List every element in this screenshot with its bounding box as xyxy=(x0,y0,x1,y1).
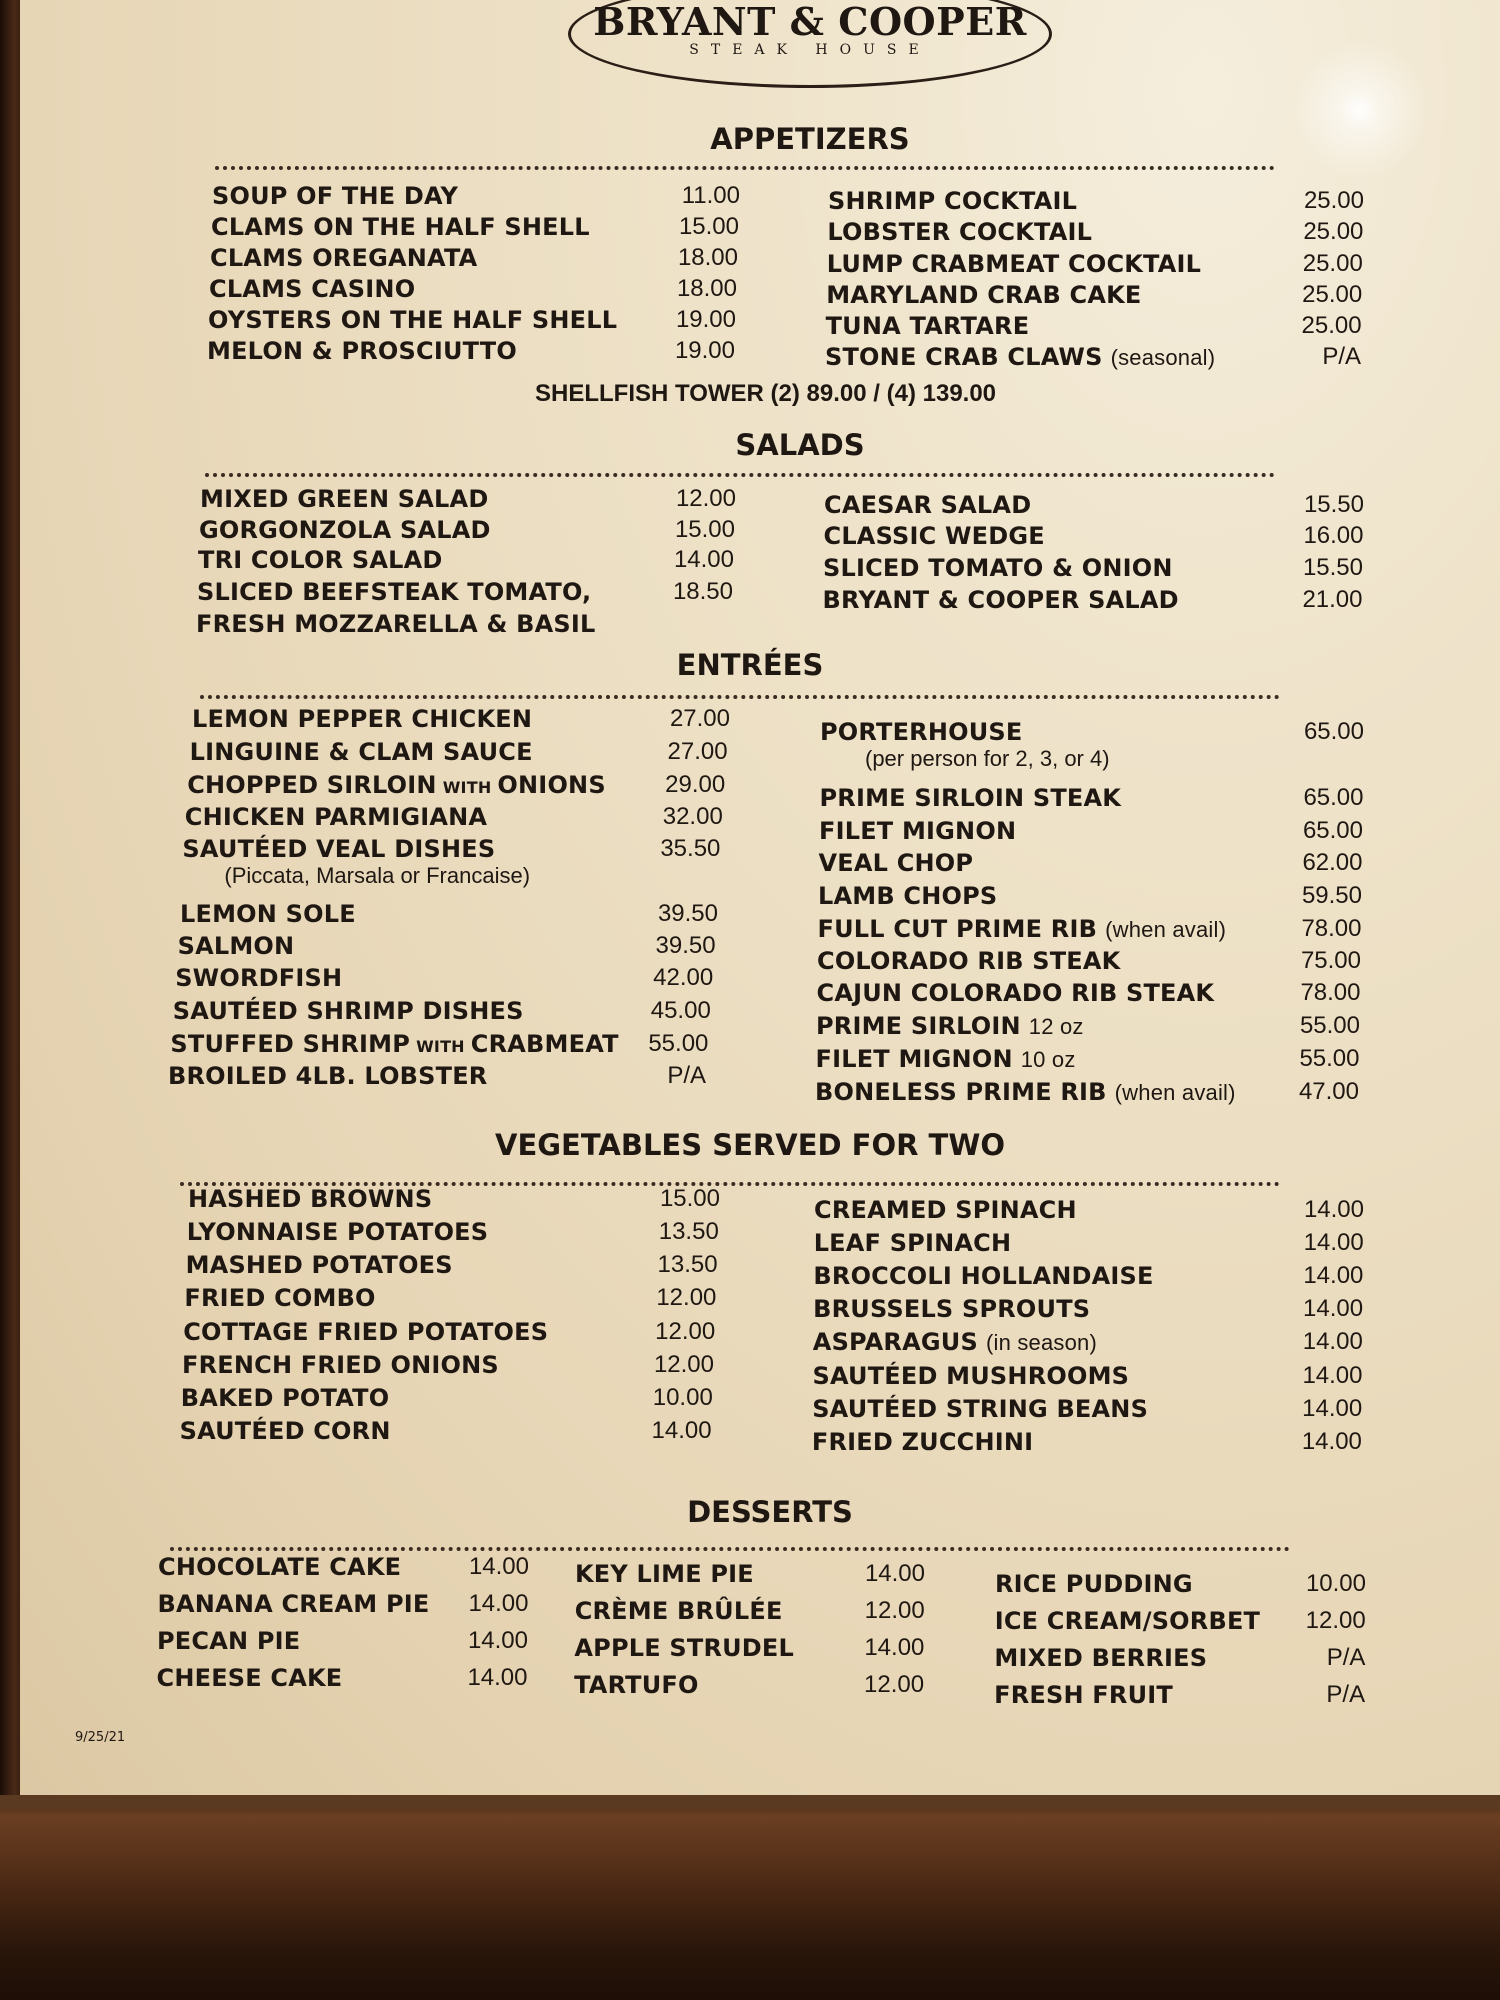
item-price: 11.00 xyxy=(681,182,740,209)
item-price: 13.50 xyxy=(657,1251,718,1278)
item-price: 14.00 xyxy=(1303,1262,1364,1289)
item-name-text: MIXED BERRIES xyxy=(994,1644,1208,1672)
item-name xyxy=(819,849,974,877)
item-name xyxy=(820,718,1023,746)
item-price: 78.00 xyxy=(1300,979,1361,1006)
item-name-text: SALMON xyxy=(177,932,295,960)
divider-desserts xyxy=(170,1547,1290,1551)
section-title-salads: SALADS xyxy=(735,428,865,462)
item-name xyxy=(813,1262,1153,1290)
item-price: 55.00 xyxy=(1299,1012,1360,1039)
item-price: 10.00 xyxy=(652,1384,713,1411)
item-name-text: SLICED BEEFSTEAK TOMATO, xyxy=(197,578,592,606)
item-name xyxy=(182,1351,499,1379)
divider-salads xyxy=(205,473,1275,477)
item-name xyxy=(188,1185,432,1213)
divider-appetizers xyxy=(215,166,1275,170)
item-name-text: FRESH FRUIT xyxy=(994,1681,1173,1709)
item-name-text: PECAN PIE xyxy=(157,1627,301,1655)
item-name xyxy=(812,1428,1033,1456)
item-name xyxy=(825,343,1215,371)
item-price: 14.00 xyxy=(467,1627,528,1654)
item-price: 39.50 xyxy=(655,932,716,959)
item-name xyxy=(826,312,1030,340)
item-name xyxy=(180,900,356,928)
item-name xyxy=(184,1284,375,1312)
item-name xyxy=(995,1607,1260,1635)
shellfish-tower: SHELLFISH TOWER (2) 89.00 / (4) 139.00 xyxy=(535,380,997,407)
item-price: 14.00 xyxy=(468,1553,529,1580)
item-name-text: PRIME SIRLOIN STEAK xyxy=(819,784,1122,812)
date-stamp: 9/25/21 xyxy=(75,1730,126,1745)
item-name xyxy=(813,1295,1090,1323)
item-name-text: BROCCOLI HOLLANDAISE xyxy=(813,1262,1154,1290)
item-name xyxy=(182,835,495,863)
item-name-text: FRIED COMBO xyxy=(184,1284,376,1312)
item-name xyxy=(823,554,1173,582)
item-price: 12.00 xyxy=(864,1597,925,1624)
item-price: 15.00 xyxy=(674,516,735,543)
item-name xyxy=(816,1012,1084,1040)
item-subnote: (Piccata, Marsala or Francaise) xyxy=(224,863,531,888)
logo-name: BRYANT & COOPER xyxy=(593,0,1027,44)
item-price: 19.00 xyxy=(675,306,736,333)
item-name xyxy=(995,1570,1193,1598)
item-name-text: BROILED 4LB. LOBSTER xyxy=(168,1062,488,1090)
item-name xyxy=(994,1644,1207,1672)
item-name xyxy=(186,1251,453,1279)
item-name xyxy=(192,705,532,733)
item-name-text: KEY LIME PIE xyxy=(575,1560,754,1588)
item-name-text: SLICED TOMATO & ONION xyxy=(823,554,1173,582)
item-price: 13.50 xyxy=(658,1218,719,1245)
item-name xyxy=(181,1384,390,1412)
item-name xyxy=(196,610,596,638)
item-name xyxy=(575,1560,754,1588)
logo-subtitle: STEAK HOUSE xyxy=(689,42,931,58)
section-title-appetizers: APPETIZERS xyxy=(710,122,910,156)
item-name-text: COTTAGE FRIED POTATOES xyxy=(183,1318,549,1346)
restaurant-logo xyxy=(568,0,1052,88)
item-price: P/A xyxy=(1326,1644,1366,1671)
item-name-text: CHEESE CAKE xyxy=(156,1664,343,1692)
item-name-text: CAJUN COLORADO RIB STEAK xyxy=(816,979,1215,1007)
item-price: 14.00 xyxy=(673,546,734,573)
item-name-text: MIXED GREEN SALAD xyxy=(200,485,489,513)
item-price: 39.50 xyxy=(657,900,718,927)
item-price: 18.00 xyxy=(677,244,738,271)
item-price: 14.00 xyxy=(651,1417,712,1444)
item-price: 25.00 xyxy=(1301,312,1362,339)
item-name-text: CAESAR SALAD xyxy=(824,491,1032,519)
item-name-text: VEAL CHOP xyxy=(818,849,974,877)
item-name xyxy=(812,1395,1148,1423)
item-price: 19.00 xyxy=(674,337,735,364)
item-note: (seasonal) xyxy=(1110,345,1216,370)
item-subnote: (per person for 2, 3, or 4) xyxy=(865,746,1110,771)
item-price: 15.00 xyxy=(678,213,739,240)
item-name-text: SAUTÉED SHRIMP DISHES xyxy=(172,997,524,1025)
item-price: 15.00 xyxy=(659,1185,720,1212)
item-price: 16.00 xyxy=(1303,522,1364,549)
item-name-text: SAUTÉED CORN xyxy=(179,1417,391,1445)
item-price: 25.00 xyxy=(1302,250,1363,277)
item-name xyxy=(198,546,442,574)
item-name xyxy=(180,1417,391,1445)
item-name-text: FILET MIGNON xyxy=(819,817,1017,845)
item-note: (when avail) xyxy=(1114,1080,1236,1105)
item-name-text: TUNA TARTARE xyxy=(825,312,1030,340)
item-name xyxy=(178,932,295,960)
menu-frame-bottom xyxy=(0,1795,1500,2000)
item-name-part: CHOPPED SIRLOIN xyxy=(187,771,437,799)
item-name-connector: WITH xyxy=(416,1037,465,1056)
item-price: 12.00 xyxy=(864,1671,925,1698)
item-name-text: SHRIMP COCKTAIL xyxy=(828,187,1078,215)
item-name-text: BONELESS PRIME RIB xyxy=(815,1078,1107,1106)
item-name xyxy=(818,882,997,910)
item-name xyxy=(157,1664,343,1692)
item-price: 14.00 xyxy=(864,1634,925,1661)
divider-entrees xyxy=(200,695,1280,699)
item-note: 12 oz xyxy=(1028,1014,1084,1039)
item-name-text: BRUSSELS SPROUTS xyxy=(813,1295,1091,1323)
item-price: 55.00 xyxy=(1299,1045,1360,1072)
item-name xyxy=(187,1218,488,1246)
item-price: P/A xyxy=(1326,1681,1366,1708)
item-name-text: SOUP OF THE DAY xyxy=(212,182,459,210)
section-title-entrees: ENTRÉES xyxy=(676,648,824,682)
item-name xyxy=(211,213,590,241)
item-name xyxy=(185,803,487,831)
item-price: 12.00 xyxy=(653,1351,714,1378)
item-price: 25.00 xyxy=(1303,218,1364,245)
item-name xyxy=(210,244,477,272)
item-price: 32.00 xyxy=(662,803,723,830)
item-name-text: BANANA CREAM PIE xyxy=(157,1590,430,1618)
item-price: 18.50 xyxy=(672,578,733,605)
item-name-text: SAUTÉED VEAL DISHES xyxy=(182,835,496,863)
item-name xyxy=(574,1671,699,1699)
item-name xyxy=(818,915,1227,943)
item-price: 21.00 xyxy=(1302,586,1363,613)
item-price: 78.00 xyxy=(1301,915,1362,942)
item-name-text: MARYLAND CRAB CAKE xyxy=(826,281,1142,309)
item-price: 45.00 xyxy=(650,997,711,1024)
item-name xyxy=(158,1590,430,1618)
item-name xyxy=(197,578,591,606)
item-name-part: ONIONS xyxy=(497,771,606,799)
item-name-text: OYSTERS ON THE HALF SHELL xyxy=(208,306,618,334)
item-price: 14.00 xyxy=(1302,1395,1363,1422)
item-price: 18.00 xyxy=(676,275,737,302)
item-price: 25.00 xyxy=(1302,281,1363,308)
item-price: 59.50 xyxy=(1301,882,1362,909)
item-name-text: COLORADO RIB STEAK xyxy=(817,947,1121,975)
item-name xyxy=(823,586,1179,614)
item-name xyxy=(817,979,1215,1007)
item-name xyxy=(207,337,517,365)
item-name-text: PORTERHOUSE xyxy=(820,718,1023,746)
item-name-text: ICE CREAM/SORBET xyxy=(994,1607,1261,1635)
item-name xyxy=(817,947,1120,975)
item-name xyxy=(827,218,1092,246)
item-price: 14.00 xyxy=(1303,1229,1364,1256)
item-name-text: APPLE STRUDEL xyxy=(574,1634,795,1662)
item-price: 27.00 xyxy=(669,705,730,732)
item-name xyxy=(209,275,415,303)
item-note: (in season) xyxy=(985,1330,1097,1355)
item-name-text: CLAMS CASINO xyxy=(209,275,416,303)
item-name-text: GORGONZOLA SALAD xyxy=(199,516,491,544)
item-name xyxy=(826,281,1141,309)
item-name-text: LEAF SPINACH xyxy=(813,1229,1012,1257)
item-name xyxy=(815,1078,1236,1106)
item-name-connector: WITH xyxy=(442,778,492,797)
item-name xyxy=(824,491,1031,519)
item-name xyxy=(827,250,1201,278)
item-name-text: CLAMS ON THE HALF SHELL xyxy=(211,213,590,241)
item-price: 62.00 xyxy=(1302,849,1363,876)
item-name-text: HASHED BROWNS xyxy=(188,1185,433,1213)
menu-paper xyxy=(20,0,1500,1795)
item-name xyxy=(574,1634,794,1662)
item-name xyxy=(187,771,606,799)
item-price: 14.00 xyxy=(1302,1328,1363,1355)
item-name-text: TARTUFO xyxy=(574,1671,699,1699)
item-name xyxy=(173,997,524,1025)
item-name-text: LEMON SOLE xyxy=(180,900,356,928)
item-price: 55.00 xyxy=(648,1030,709,1057)
item-price: 65.00 xyxy=(1303,718,1364,745)
item-name-text: BRYANT & COOPER SALAD xyxy=(822,586,1179,614)
item-price: 75.00 xyxy=(1300,947,1361,974)
item-name-text: SWORDFISH xyxy=(175,964,343,992)
item-price: 65.00 xyxy=(1302,817,1363,844)
item-note: (when avail) xyxy=(1105,917,1227,942)
item-name-text: LYONNAISE POTATOES xyxy=(186,1218,489,1246)
item-name xyxy=(824,522,1045,550)
item-name-text: FRIED ZUCCHINI xyxy=(811,1428,1034,1456)
item-price: 25.00 xyxy=(1303,187,1364,214)
item-name-text: FILET MIGNON xyxy=(815,1045,1013,1073)
item-name-text: CLASSIC WEDGE xyxy=(823,522,1045,550)
item-name-text: SAUTÉED STRING BEANS xyxy=(812,1395,1149,1423)
item-name xyxy=(816,1045,1076,1073)
item-price: 14.00 xyxy=(864,1560,925,1587)
item-price: 15.50 xyxy=(1302,554,1363,581)
item-name xyxy=(813,1328,1097,1356)
item-name xyxy=(994,1681,1173,1709)
item-name-text: FRESH MOZZARELLA & BASIL xyxy=(196,610,596,638)
item-price: 12.00 xyxy=(656,1284,717,1311)
item-name xyxy=(157,1627,300,1655)
item-price: 14.00 xyxy=(1301,1428,1362,1455)
item-name-text: LINGUINE & CLAM SAUCE xyxy=(189,738,533,766)
light-glare xyxy=(1290,40,1430,180)
item-name-text: CLAMS OREGANATA xyxy=(210,244,478,272)
item-price: 15.50 xyxy=(1303,491,1364,518)
item-price: 14.00 xyxy=(1303,1295,1364,1322)
item-price: 12.00 xyxy=(1305,1607,1366,1634)
item-price: 14.00 xyxy=(467,1664,528,1691)
item-price: 42.00 xyxy=(653,964,714,991)
item-name xyxy=(813,1362,1130,1390)
item-name xyxy=(212,182,458,210)
item-name-text: MASHED POTATOES xyxy=(185,1251,453,1279)
item-name xyxy=(170,1030,618,1058)
item-price: 65.00 xyxy=(1303,784,1364,811)
item-name-text: RICE PUDDING xyxy=(995,1570,1193,1598)
item-price: 14.00 xyxy=(1303,1196,1364,1223)
item-name-text: STONE CRAB CLAWS xyxy=(825,343,1103,371)
item-price: 12.00 xyxy=(655,1318,716,1345)
item-name-text: ASPARAGUS xyxy=(812,1328,978,1356)
item-name xyxy=(575,1597,783,1625)
item-price: 47.00 xyxy=(1298,1078,1359,1105)
item-name-text: CREAMED SPINACH xyxy=(814,1196,1077,1224)
item-name-text: CHOCOLATE CAKE xyxy=(158,1553,402,1581)
item-price: P/A xyxy=(667,1062,706,1089)
item-name xyxy=(199,516,491,544)
item-note: 10 oz xyxy=(1020,1047,1076,1072)
item-price: 10.00 xyxy=(1305,1570,1366,1597)
item-name xyxy=(814,1229,1012,1257)
item-name xyxy=(208,306,617,334)
item-name-text: FRENCH FRIED ONIONS xyxy=(182,1351,499,1379)
item-price: 35.50 xyxy=(660,835,721,862)
item-name xyxy=(814,1196,1077,1224)
item-name-part: CRABMEAT xyxy=(470,1030,619,1058)
section-title-vegetables: VEGETABLES SERVED FOR TWO xyxy=(495,1128,1005,1162)
item-name-text: CRÈME BRÛLÉE xyxy=(574,1597,783,1625)
item-name-text: CHICKEN PARMIGIANA xyxy=(184,803,488,831)
item-price: 27.00 xyxy=(667,738,728,765)
section-title-desserts: DESSERTS xyxy=(687,1495,853,1529)
item-price: 29.00 xyxy=(665,771,726,798)
item-name xyxy=(828,187,1077,215)
item-name-text: PRIME SIRLOIN xyxy=(816,1012,1021,1040)
item-name-text: LUMP CRABMEAT COCKTAIL xyxy=(826,250,1202,278)
item-name-text: BAKED POTATO xyxy=(180,1384,390,1412)
item-name xyxy=(190,738,533,766)
item-name xyxy=(175,964,342,992)
item-name xyxy=(183,1318,548,1346)
item-price: P/A xyxy=(1322,343,1361,370)
item-name xyxy=(168,1062,488,1090)
item-price: 14.00 xyxy=(1302,1362,1363,1389)
item-name-text: FULL CUT PRIME RIB xyxy=(817,915,1098,943)
item-name xyxy=(158,1553,401,1581)
item-name-text: TRI COLOR SALAD xyxy=(198,546,443,574)
item-name-part: STUFFED SHRIMP xyxy=(170,1030,411,1058)
item-name xyxy=(819,817,1016,845)
item-name xyxy=(820,784,1122,812)
item-name xyxy=(200,485,488,513)
item-name-text: LOBSTER COCKTAIL xyxy=(827,218,1093,246)
item-name-text: LAMB CHOPS xyxy=(818,882,998,910)
item-price: 12.00 xyxy=(675,485,736,512)
item-price: 14.00 xyxy=(468,1590,529,1617)
item-name-text: SAUTÉED MUSHROOMS xyxy=(812,1362,1130,1390)
item-name-text: LEMON PEPPER CHICKEN xyxy=(192,705,533,733)
item-name-text: MELON & PROSCIUTTO xyxy=(207,337,517,365)
